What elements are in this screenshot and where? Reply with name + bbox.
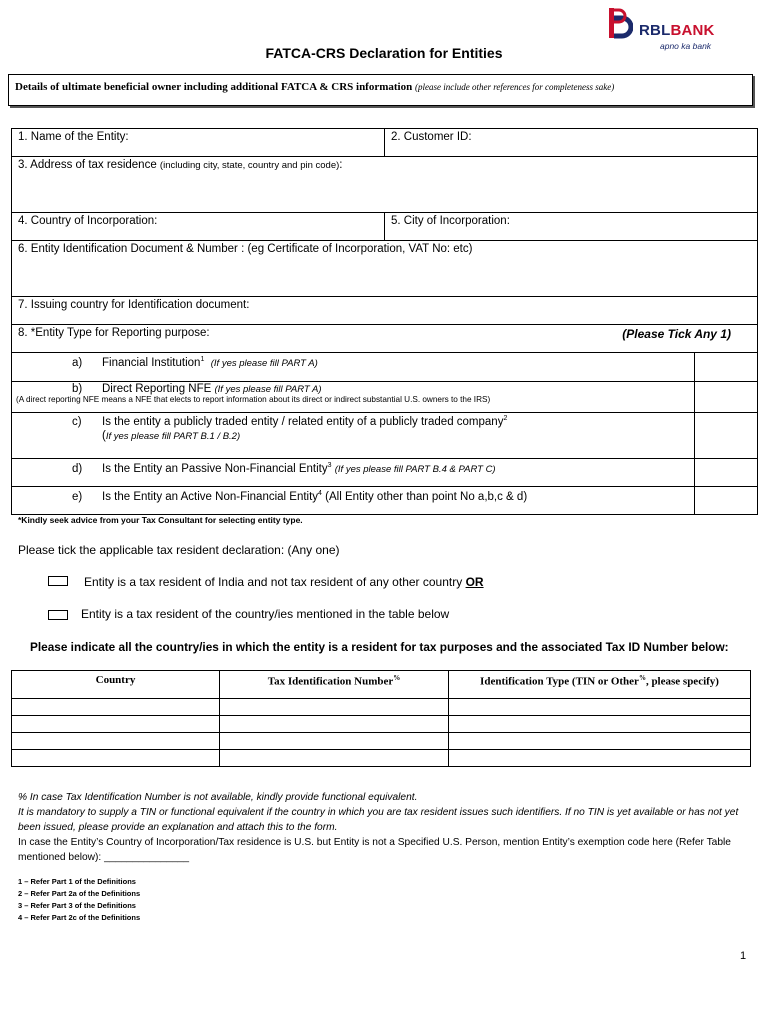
issuing-country-field[interactable]: 7. Issuing country for Identification document: [12,297,758,325]
entity-type-a-checkbox[interactable] [695,353,758,382]
tin-notes [18,790,758,865]
brand-name: RBLBANK [639,22,715,39]
tin-note-3: In case the Entity’s Country of Incorporation/Tax residence is U.S. but Entity is not a Specified U.S. Person, mention Entity’s exemption code here (Refer Table mentioned below): _______________ [18,837,731,863]
page-number: 1 [740,950,747,962]
entity-type-e: e) Is the Entity an Active Non-Financial Entity$^4$ (All Entity other than point No a,b,c & d) [12,487,695,515]
indicate-countries-text: Please indicate all the country/ies in which the entity is a resident for tax purposes and the associated Tax ID Number below: [30,640,729,654]
ref-item: 3 – Refer Part 3 of the Definitions [18,901,136,910]
address-field[interactable]: 3. Address of tax residence (including city, state, country and pin code): [12,157,758,213]
rbl-logo-icon [607,8,633,42]
entity-type-c-checkbox[interactable] [695,413,758,459]
tax-resident-india-label: Entity is a tax resident of India and not tax resident of any other country OR [84,575,484,589]
tin-cell[interactable] [220,716,449,733]
id-type-column-header: Identification Type (TIN or Other%, please specify) [449,671,751,699]
id-type-cell[interactable] [449,750,751,767]
tin-cell[interactable] [220,750,449,767]
beneficial-owner-note: Details of ultimate beneficial owner including additional FATCA & CRS information (please include other references for completeness sake) [8,74,753,106]
entity-type-b-checkbox[interactable] [695,382,758,413]
entity-type-d-checkbox[interactable] [695,459,758,487]
country-incorporation-field[interactable]: 4. Country of Incorporation: [12,213,385,241]
customer-id-field[interactable]: 2. Customer ID: [385,129,758,157]
id-type-cell[interactable] [449,716,751,733]
entity-name-field[interactable]: 1. Name of the Entity: [12,129,385,157]
tin-note-1: % In case Tax Identification Number is not available, kindly provide functional equivalent. [18,792,418,803]
country-column-header: Country [12,671,220,699]
entity-type-heading: 8. *Entity Type for Reporting purpose: (Please Tick Any 1) [12,325,758,353]
entity-type-footnote: *Kindly seek advice from your Tax Consultant for selecting entity type. [18,515,303,525]
entity-type-b: b) Direct Reporting NFE (If yes please fill PART A) (A direct reporting NFE means a NFE that elects to report information about its direct or indirect substantial U.S. owners to the IRS) [12,382,695,413]
tax-resident-other-label: Entity is a tax resident of the country/ies mentioned in the table below [81,607,450,621]
tin-column-header: Tax Identification Number% [220,671,449,699]
ref-item: 2 – Refer Part 2a of the Definitions [18,889,141,898]
definition-references [18,876,140,924]
id-type-cell[interactable] [449,699,751,716]
tax-resident-india-checkbox[interactable] [48,576,68,586]
entity-type-d: d) Is the Entity an Passive Non-Financial Entity$^3$ (If yes please fill PART B.4 & PART C) [12,459,695,487]
entity-type-a: a) Financial Institution$^1$ (If yes please fill PART A) [12,353,695,382]
entity-type-e-checkbox[interactable] [695,487,758,515]
entity-details-table [11,128,758,515]
ref-item: 1 – Refer Part 1 of the Definitions [18,877,136,886]
entity-type-c: c) Is the entity a publicly traded entity / related entity of a publicly traded company$^2$ (If yes please fill PART B.1 / B.2) [12,413,695,459]
tin-note-2: It is mandatory to supply a TIN or functional equivalent if the country in which you are tax resident issues such identifiers. If no TIN is yet available or has not yet been issued, please provide an explanation and attach this to the form. [18,807,739,833]
city-incorporation-field[interactable]: 5. City of Incorporation: [385,213,758,241]
declaration-heading: Please tick the applicable tax resident declaration: (Any one) [18,543,340,557]
tin-cell[interactable] [220,699,449,716]
country-cell[interactable] [12,750,220,767]
id-type-cell[interactable] [449,733,751,750]
page-title: FATCA-CRS Declaration for Entities [265,45,503,61]
ref-item: 4 – Refer Part 2c of the Definitions [18,913,141,922]
tax-residency-table [11,670,751,767]
tax-resident-other-checkbox[interactable] [48,610,68,620]
country-cell[interactable] [12,699,220,716]
tin-cell[interactable] [220,733,449,750]
identification-document-field[interactable]: 6. Entity Identification Document & Number : (eg Certificate of Incorporation, VAT No: etc) [12,241,758,297]
country-cell[interactable] [12,733,220,750]
country-cell[interactable] [12,716,220,733]
brand-tagline: apno ka bank [660,41,712,51]
